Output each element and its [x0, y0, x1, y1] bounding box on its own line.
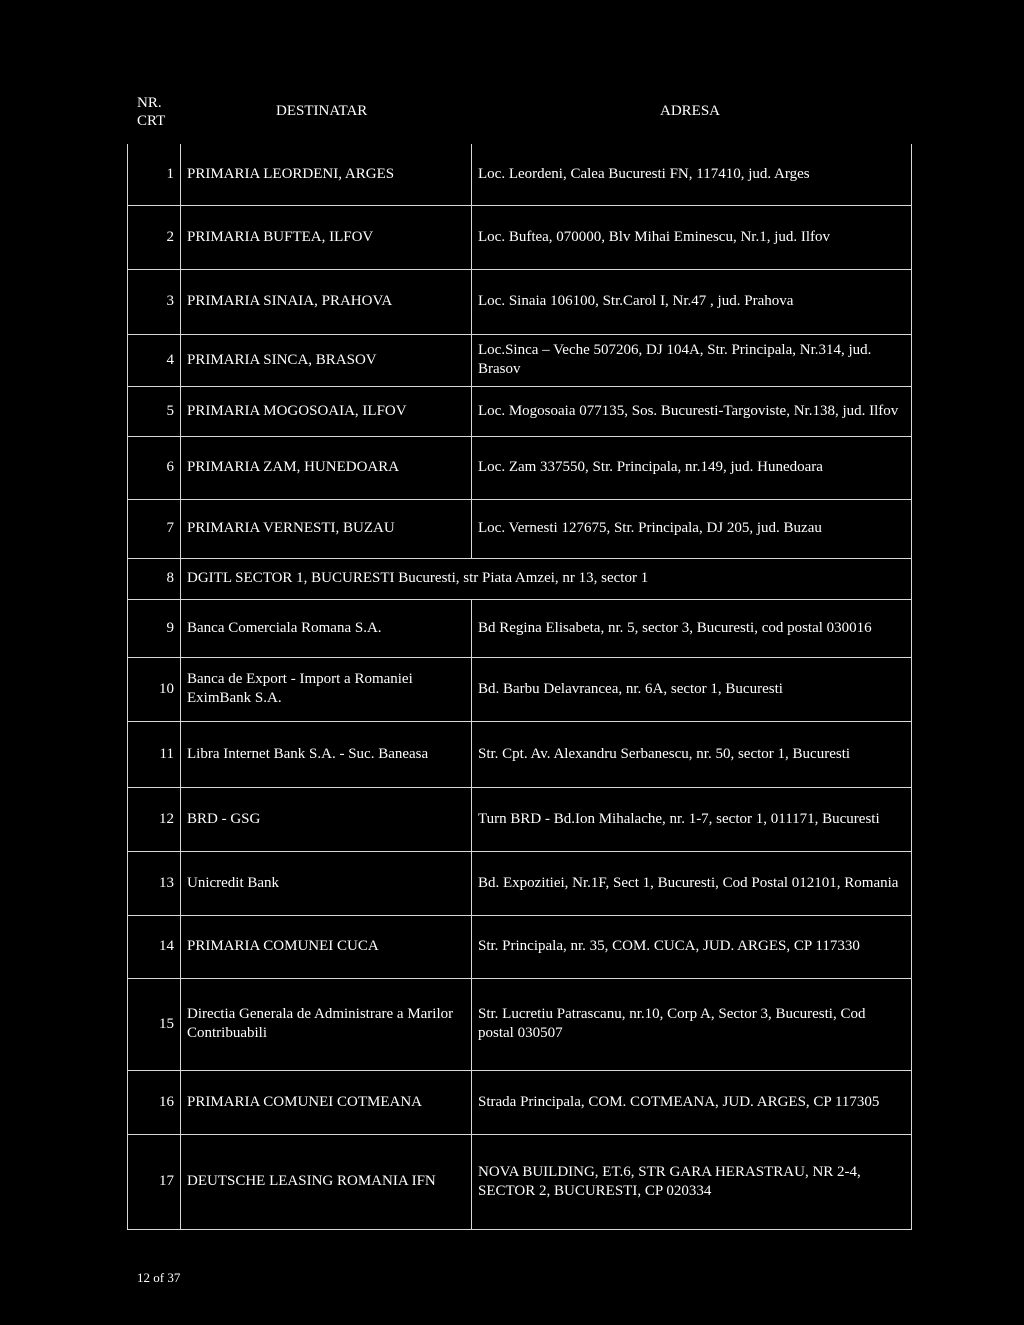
table-row	[128, 721, 912, 787]
header-crt: CRT	[137, 113, 166, 129]
row-adresa: Loc. Zam 337550, Str. Principala, nr.149, jud. Hunedoara	[472, 436, 912, 499]
row-destinatar: PRIMARIA SINAIA, PRAHOVA	[181, 269, 472, 334]
row-number: 13	[128, 851, 181, 915]
table-row	[128, 599, 912, 657]
row-number: 8	[128, 558, 181, 599]
page-number: 12 of 37	[137, 1270, 181, 1285]
row-number: 6	[128, 436, 181, 499]
row-number: 17	[128, 1134, 181, 1229]
row-number: 9	[128, 599, 181, 657]
address-table	[127, 144, 912, 1230]
row-adresa: Loc. Buftea, 070000, Blv Mihai Eminescu, Nr.1, jud. Ilfov	[472, 205, 912, 269]
row-adresa: Loc. Mogosoaia 077135, Sos. Bucuresti-Targoviste, Nr.138, jud. Ilfov	[472, 386, 912, 436]
header-nr: NR.	[137, 95, 162, 111]
row-adresa: Loc.Sinca – Veche 507206, DJ 104A, Str. Principala, Nr.314, jud. Brasov	[472, 334, 912, 386]
header-nr-crt	[137, 94, 165, 130]
row-adresa: Bd Regina Elisabeta, nr. 5, sector 3, Bucuresti, cod postal 030016	[472, 599, 912, 657]
row-number: 11	[128, 721, 181, 787]
header-adresa: ADRESA	[660, 103, 721, 119]
table-row	[128, 269, 912, 334]
row-destinatar: PRIMARIA BUFTEA, ILFOV	[181, 205, 472, 269]
row-destinatar: PRIMARIA VERNESTI, BUZAU	[181, 499, 472, 558]
row-adresa: Str. Lucretiu Patrascanu, nr.10, Corp A, Sector 3, Bucuresti, Cod postal 030507	[472, 978, 912, 1070]
row-adresa: Loc. Vernesti 127675, Str. Principala, DJ 205, jud. Buzau	[472, 499, 912, 558]
row-adresa: Bd. Barbu Delavrancea, nr. 6A, sector 1, Bucuresti	[472, 657, 912, 721]
row-destinatar: PRIMARIA COMUNEI COTMEANA	[181, 1070, 472, 1134]
row-adresa: Str. Principala, nr. 35, COM. CUCA, JUD. ARGES, CP 117330	[472, 915, 912, 978]
row-number: 5	[128, 386, 181, 436]
table-row	[128, 1134, 912, 1229]
row-destinatar: Banca de Export - Import a Romaniei EximBank S.A.	[181, 657, 472, 721]
table-row	[128, 144, 912, 205]
table-row	[128, 1070, 912, 1134]
table-row	[128, 205, 912, 269]
table-row	[128, 978, 912, 1070]
row-number: 14	[128, 915, 181, 978]
row-destinatar: DEUTSCHE LEASING ROMANIA IFN	[181, 1134, 472, 1229]
row-destinatar: Directia Generala de Administrare a Marilor Contribuabili	[181, 978, 472, 1070]
table-row	[128, 436, 912, 499]
row-number: 3	[128, 269, 181, 334]
row-destinatar: Unicredit Bank	[181, 851, 472, 915]
row-adresa: Str. Cpt. Av. Alexandru Serbanescu, nr. 50, sector 1, Bucuresti	[472, 721, 912, 787]
row-destinatar: BRD - GSG	[181, 787, 472, 851]
table-row	[128, 334, 912, 386]
row-adresa: Turn BRD - Bd.Ion Mihalache, nr. 1-7, sector 1, 011171, Bucuresti	[472, 787, 912, 851]
row-adresa: Loc. Sinaia 106100, Str.Carol I, Nr.47 , jud. Prahova	[472, 269, 912, 334]
row-number: 4	[128, 334, 181, 386]
row-merged-dest-adresa: DGITL SECTOR 1, BUCURESTI Bucuresti, str Piata Amzei, nr 13, sector 1	[181, 558, 912, 599]
row-destinatar: PRIMARIA LEORDENI, ARGES	[181, 144, 472, 205]
address-table-body	[128, 144, 912, 1229]
row-destinatar: PRIMARIA SINCA, BRASOV	[181, 334, 472, 386]
table-row	[128, 657, 912, 721]
row-destinatar: Libra Internet Bank S.A. - Suc. Baneasa	[181, 721, 472, 787]
header-destinatar: DESTINATAR	[276, 103, 368, 119]
table-row	[128, 787, 912, 851]
row-number: 12	[128, 787, 181, 851]
row-number: 10	[128, 657, 181, 721]
row-number: 1	[128, 144, 181, 205]
row-adresa: Bd. Expozitiei, Nr.1F, Sect 1, Bucuresti, Cod Postal 012101, Romania	[472, 851, 912, 915]
table-row	[128, 499, 912, 558]
row-destinatar: PRIMARIA COMUNEI CUCA	[181, 915, 472, 978]
table-row	[128, 851, 912, 915]
row-number: 16	[128, 1070, 181, 1134]
row-destinatar: PRIMARIA ZAM, HUNEDOARA	[181, 436, 472, 499]
row-number: 7	[128, 499, 181, 558]
row-destinatar: PRIMARIA MOGOSOAIA, ILFOV	[181, 386, 472, 436]
row-adresa: Strada Principala, COM. COTMEANA, JUD. ARGES, CP 117305	[472, 1070, 912, 1134]
row-number: 2	[128, 205, 181, 269]
row-adresa: Loc. Leordeni, Calea Bucuresti FN, 117410, jud. Arges	[472, 144, 912, 205]
row-number: 15	[128, 978, 181, 1070]
table-row	[128, 915, 912, 978]
row-adresa: NOVA BUILDING, ET.6, STR GARA HERASTRAU, NR 2-4, SECTOR 2, BUCURESTI, CP 020334	[472, 1134, 912, 1229]
row-destinatar: Banca Comerciala Romana S.A.	[181, 599, 472, 657]
table-row	[128, 386, 912, 436]
table-row	[128, 558, 912, 599]
